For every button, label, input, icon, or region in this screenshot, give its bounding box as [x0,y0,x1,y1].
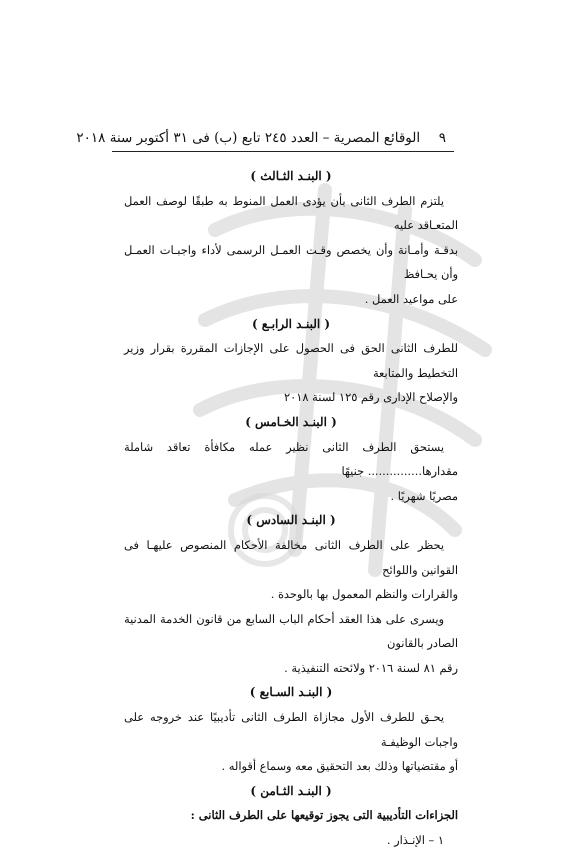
section-heading-3: ( البنـد الثـالث ) [250,169,332,183]
paragraph-line: يستحق الطرف الثانى نظير عمله مكافأة تعاقد شاملة مقدارها............... جنيهًا [124,439,458,479]
paragraph-line: يلتزم الطرف الثانى بأن يؤدى العمل المنوط به طبقًا لوصف العمل المتعـاقد عليه [124,193,458,233]
paragraph-line: يحـق للطرف الأول مجازاة الطرف الثانى تأديبيًا عند خروجه على واجبات الوظيفـة [124,710,458,749]
section-heading-8: ( البنـد الثـامن ) [250,783,332,798]
section-heading-7: ( البنـد السـابع ) [249,685,333,700]
document-body [124,164,458,853]
paragraph-line: مصريًا شهريًا . [390,488,458,503]
header-rule [112,151,454,152]
paragraph-line: على مواعيد العمل . [364,291,458,306]
paragraph-line: والقرارات والنظم المعمول بها بالوحدة . [270,587,458,602]
paragraph-line: ويسرى على هذا العقد أحكام الباب السابع من قانون الخدمة المدنية الصادر بالقانون [124,611,458,651]
paragraph-line: والإصلاح الإدارى رقم ١٢٥ لسنة ٢٠١٨ [284,390,458,405]
list-item: ١ – الإنـذار . [386,833,444,848]
penalties-title: الجزاءات التأديبية التى يجوز توقيعها على الطرف الثانى : [190,808,458,823]
paragraph-line: أو مقتضياتها وذلك بعد التحقيق معه وسماع أقواله . [221,759,458,774]
paragraph-line: رقم ٨١ لسنة ٢٠١٦ ولائحته التنفيذية . [284,660,458,675]
page-number: ٩ [438,130,446,146]
paragraph-line: يحظر على الطرف الثانى مخالفة الأحكام المنصوص عليهـا فى القوانين واللوائح [124,537,458,577]
page-header [76,130,446,146]
section-heading-6: ( البنـد السادس ) [246,513,336,528]
section-heading-5: ( البنـد الخـامس ) [245,414,337,429]
paragraph-line: بدقـة وأمـانة وأن يخصص وقـت العمـل الرسمى لأداء واجبـات العمـل وأن يحـافظ [124,242,458,282]
header-title: الوقائع المصرية – العدد ٢٤٥ تابع (ب) فى ٣١ أكتوبر سنة ٢٠١٨ [76,130,421,146]
section-heading-4: ( البنـد الرابـع ) [251,316,331,331]
paragraph-line: للطرف الثانى الحق فى الحصول على الإجازات المقررة بقرار وزير التخطيط والمتابعة [124,341,458,380]
